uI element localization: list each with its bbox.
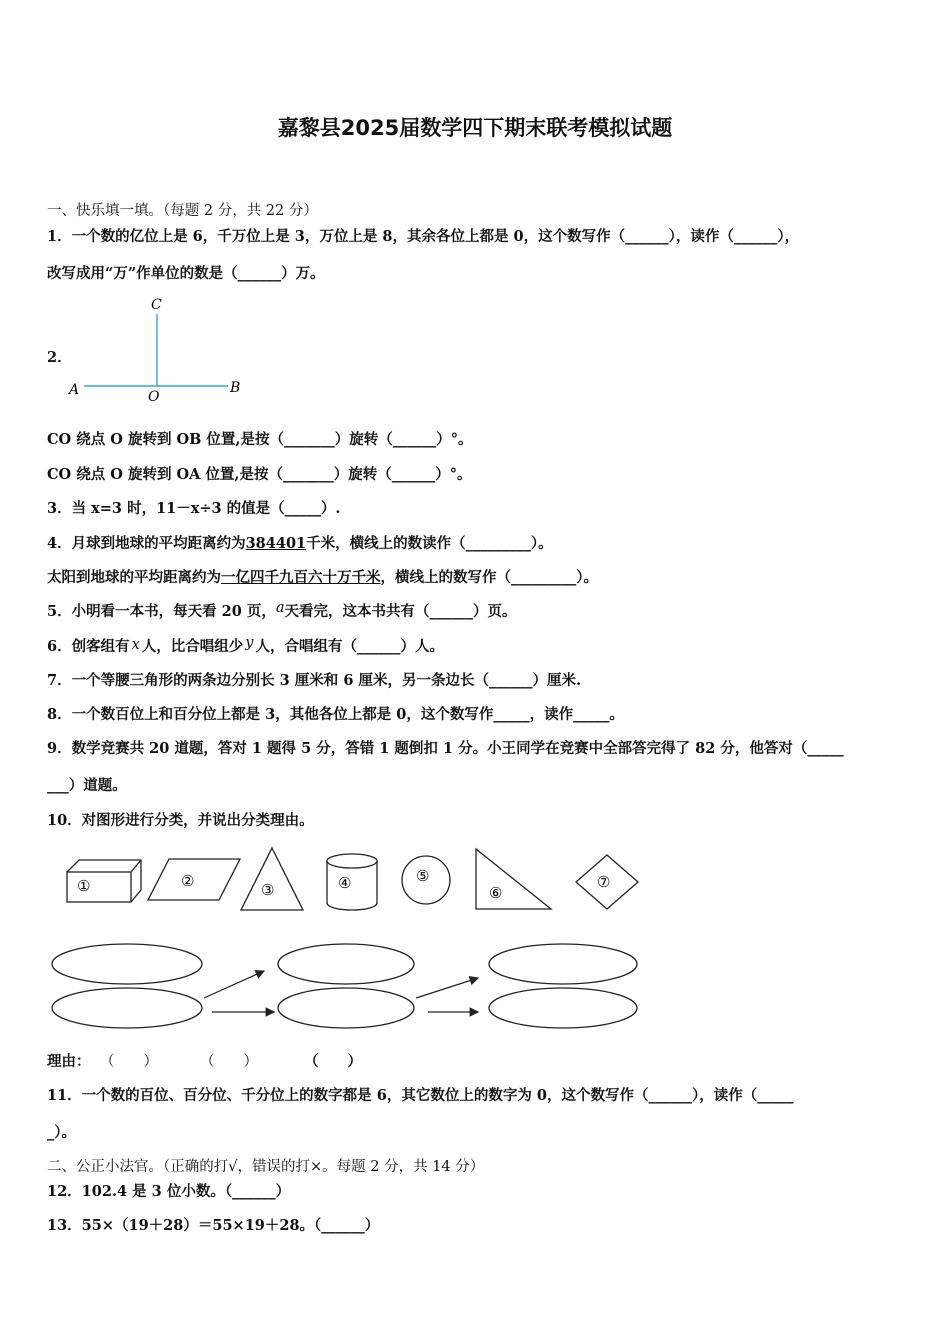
question-10: 10．对图形进行分类，并说出分类理由。 — [47, 812, 314, 829]
reason-blank-1: （ ） — [100, 1054, 158, 1070]
shape-label-5: ⑤ — [416, 867, 430, 885]
q6-suffix: 人，合唱组有（______）人。 — [255, 638, 444, 655]
section-2-heading: 二、公正小法官。（正确的打√，错误的打×。每题 2 分，共 14 分） — [47, 1159, 485, 1175]
reason-blank-3: （ ） — [304, 1053, 362, 1070]
question-4-line-1 — [47, 534, 553, 554]
q4b-number-words: 一亿四千九百六十万千米 — [221, 569, 381, 586]
shape-label-4: ④ — [338, 874, 352, 892]
question-1-line-1: 1．一个数的亿位上是 6，千万位上是 3，万位上是 8，其余各位上都是 0，这个数写作（______），读作（______）， — [47, 228, 800, 245]
question-3: 3．当 x=3 时，11－x÷3 的值是（_____）. — [47, 500, 341, 517]
q4a-prefix: 4．月球到地球的平均距离约为 — [47, 535, 246, 552]
question-9-line-1: 9．数学竞赛共 20 道题，答对 1 题得 5 分，答错 1 题倒扣 1 分。小王同学在竞赛中全部答完得了 82 分，他答对（_____ — [47, 740, 844, 757]
question-13: 13．55×（19＋28）＝55×19＋28。（______） — [47, 1217, 380, 1234]
section-1-heading: 一、快乐填一填。（每题 2 分，共 22 分） — [47, 203, 318, 219]
question-5 — [47, 602, 517, 622]
group-oval-bottom-3 — [489, 988, 637, 1028]
q4a-number: 384401 — [245, 535, 307, 552]
classification-diagram — [50, 937, 650, 1037]
question-8: 8．一个数百位上和百分位上都是 3，其他各位上都是 0，这个数写作_____，读作_____。 — [47, 706, 624, 723]
shape-label-6: ⑥ — [489, 884, 503, 902]
q4a-suffix: 千米，横线上的数读作（_________）。 — [306, 535, 553, 552]
q4b-prefix: 太阳到地球的平均距离约为 — [47, 569, 221, 586]
group-oval-bottom-1 — [52, 988, 202, 1028]
arrow-up-1 — [204, 971, 264, 998]
cylinder-shape — [327, 854, 377, 910]
shape-label-7: ⑦ — [597, 873, 611, 891]
question-9-line-2: ___）道题。 — [47, 777, 127, 794]
question-2-number: 2． — [47, 349, 72, 366]
page-title: 嘉黎县2025届数学四下期末联考模拟试题 — [277, 116, 673, 140]
group-oval-top-3 — [489, 944, 637, 984]
q6-prefix: 6．创客组有 — [47, 638, 130, 655]
label-b: B — [230, 380, 241, 396]
right-triangle-shape — [476, 849, 551, 909]
q5-variable: a — [275, 600, 285, 616]
shape-label-3: ③ — [261, 881, 275, 899]
q6-middle: 人，比合唱组少 — [141, 638, 244, 655]
label-o: O — [148, 389, 160, 405]
question-11-line-1: 11．一个数的百位、百分位、千分位上的数字都是 6，其它数位上的数字为 0，这个数写作（______），读作（_____ — [47, 1087, 794, 1104]
shape-label-2: ② — [181, 872, 195, 890]
group-oval-top-2 — [278, 944, 414, 984]
question-1-line-2: 改写成用“万”作单位的数是（______）万。 — [47, 265, 325, 282]
question-11-line-2: _）。 — [47, 1124, 76, 1141]
q5-prefix: 5．小明看一本书，每天看 20 页， — [47, 603, 276, 620]
angle-diagram — [60, 292, 260, 407]
q6-variable-y: y — [245, 635, 254, 651]
reason-blank-2: （ ） — [200, 1054, 258, 1070]
question-12: 12．102.4 是 3 位小数。（______） — [47, 1183, 291, 1200]
q6-variable-x: x — [131, 637, 140, 653]
reason-label: 理由： — [47, 1053, 91, 1070]
group-oval-bottom-2 — [278, 988, 414, 1028]
shapes-figure — [55, 843, 655, 918]
question-6 — [47, 637, 444, 657]
question-4-line-2 — [47, 568, 598, 588]
label-c: C — [151, 297, 162, 313]
question-2-line-1: CO 绕点 O 旋转到 OB 位置,是按（_______）旋转（______）°。 — [47, 431, 473, 448]
triangle-shape — [241, 848, 303, 910]
q5-suffix: 天看完，这本书共有（______）页。 — [284, 603, 517, 620]
question-7: 7．一个等腰三角形的两条边分别长 3 厘米和 6 厘米，另一条边长（______）厘米. — [47, 672, 582, 689]
label-a: A — [69, 382, 80, 398]
question-2-line-2: CO 绕点 O 旋转到 OA 位置,是按（_______）旋转（______）°。 — [47, 466, 472, 483]
arrow-up-2 — [416, 978, 478, 998]
shape-label-1: ① — [77, 877, 91, 895]
group-oval-top-1 — [52, 944, 202, 984]
q4b-suffix: ，横线上的数写作（_________）。 — [380, 569, 598, 586]
